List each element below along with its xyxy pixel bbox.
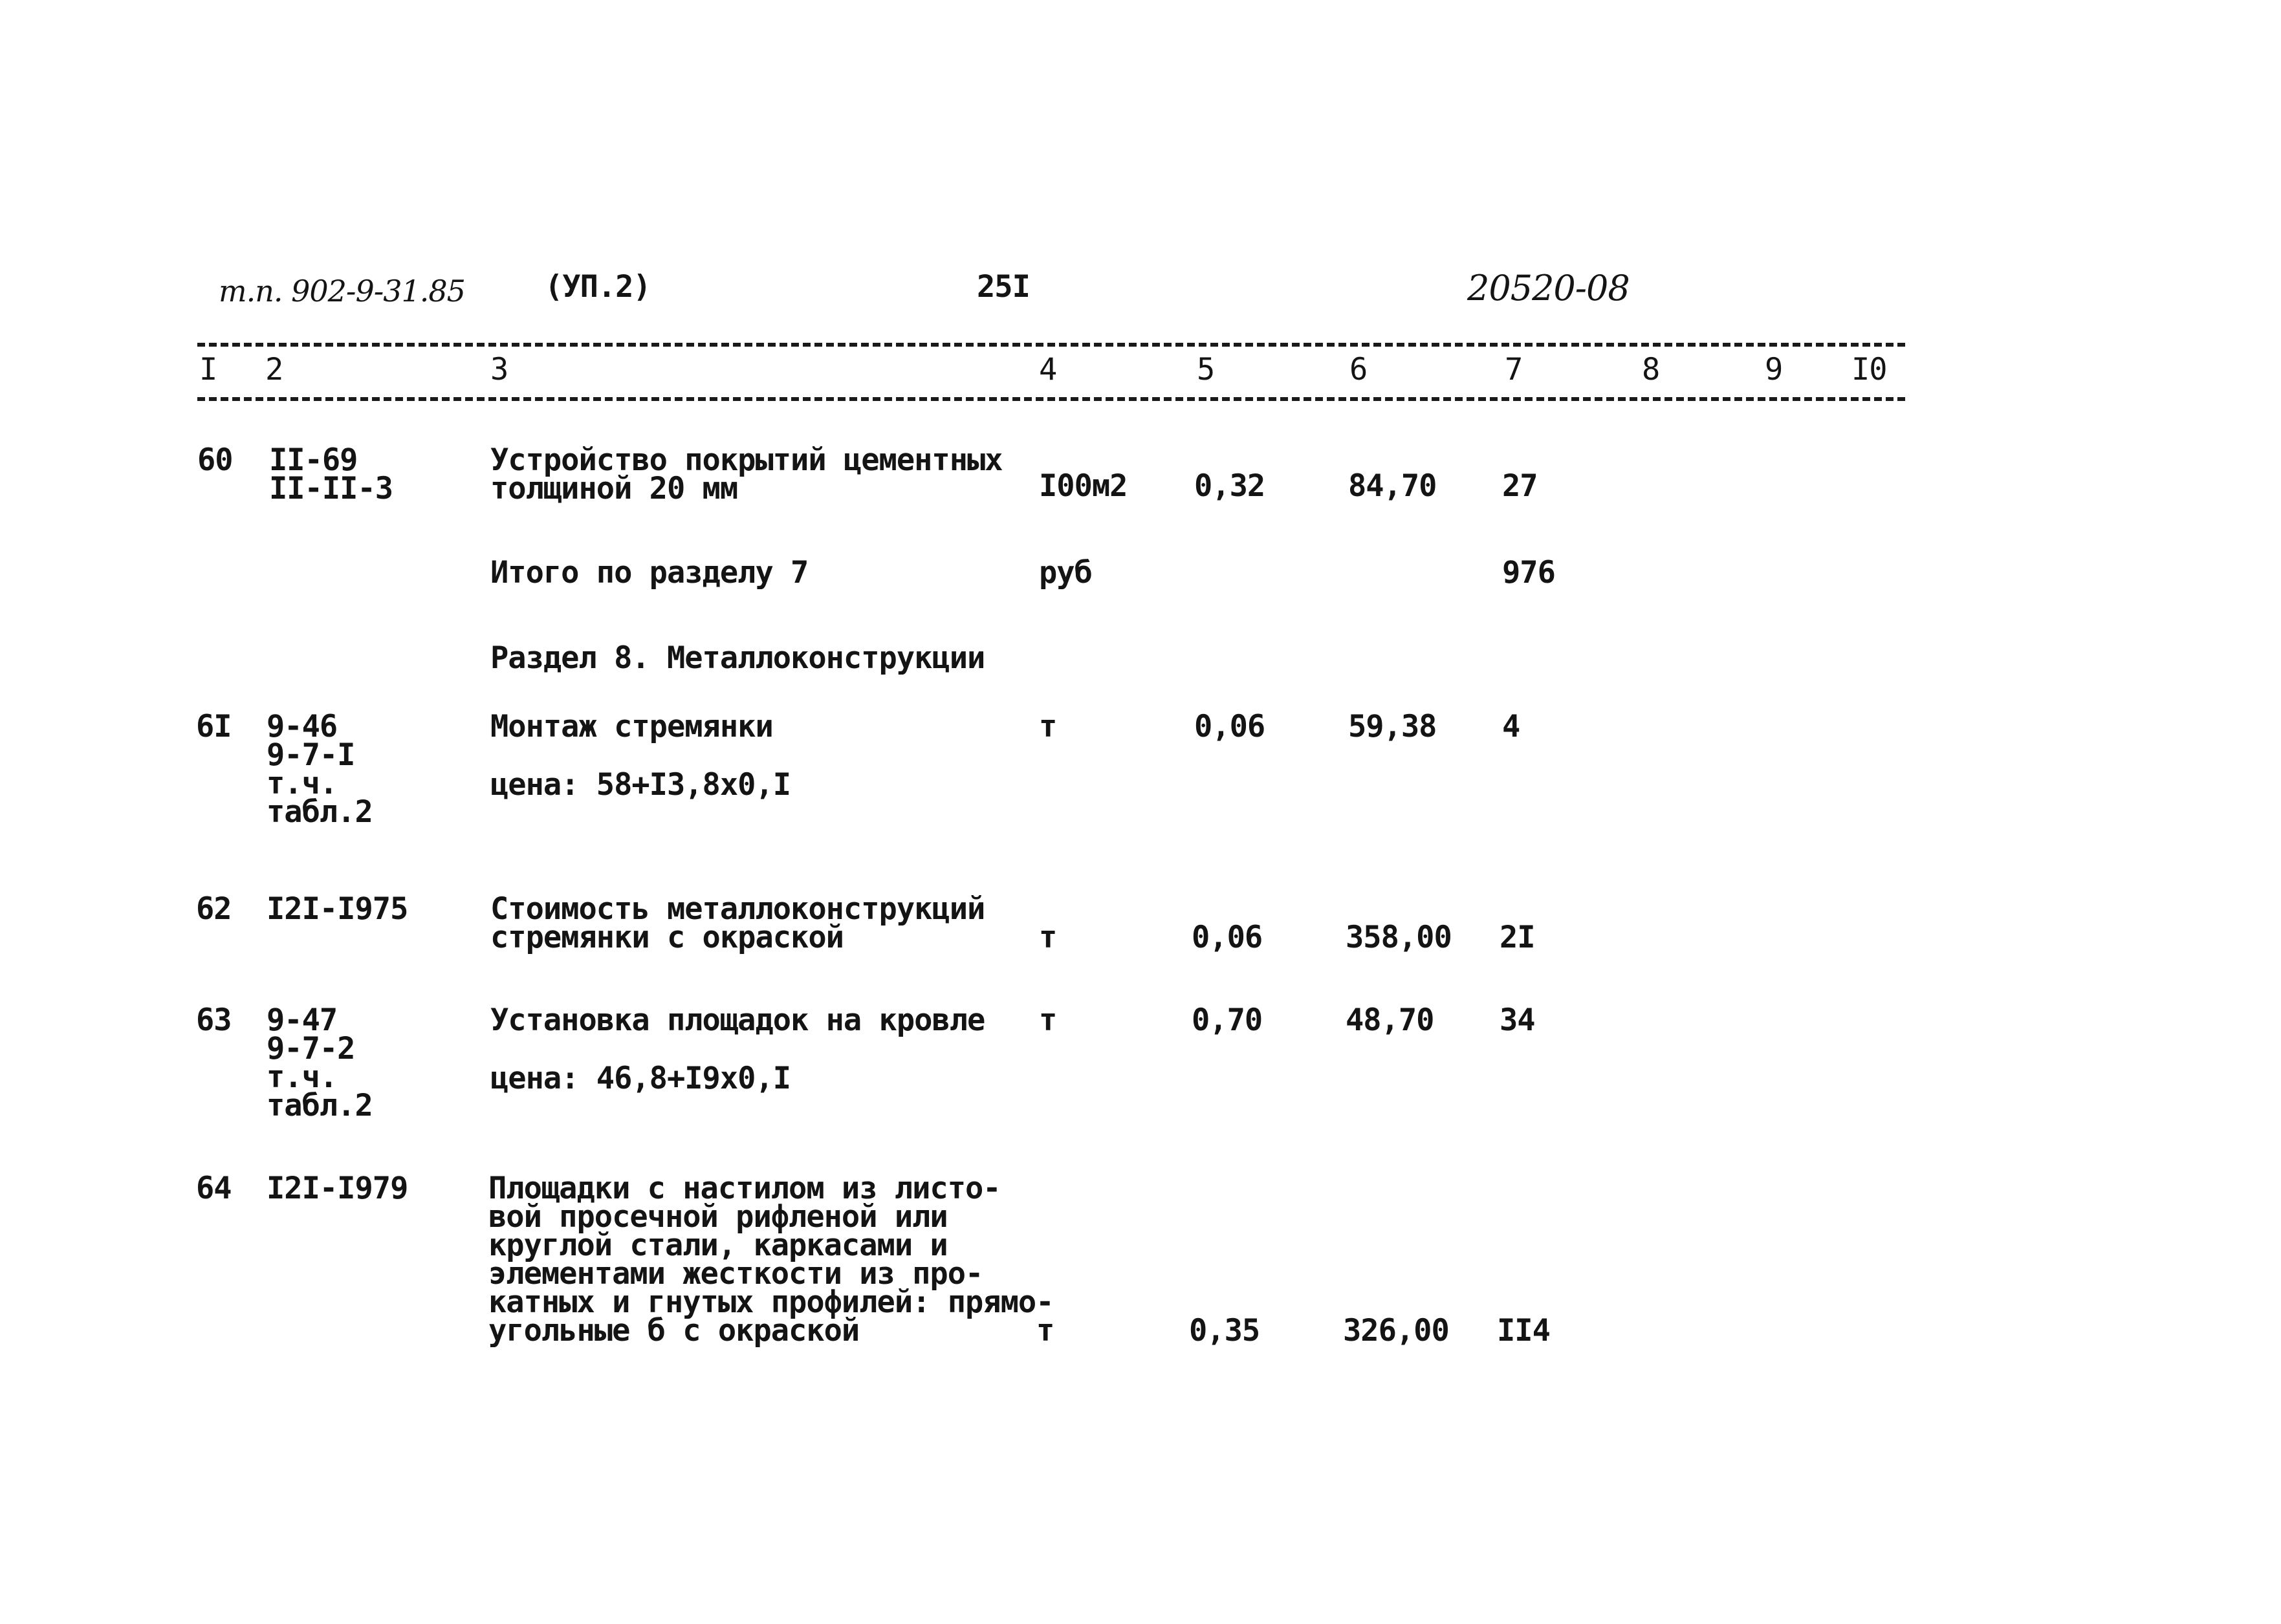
norm-code: табл.2 — [267, 794, 373, 830]
total-cost: 34 — [1500, 1002, 1535, 1038]
header-bottom-rule — [197, 397, 1905, 401]
column-header: 3 — [490, 352, 508, 387]
column-header: 6 — [1349, 352, 1368, 387]
unit: I00м2 — [1039, 468, 1128, 504]
work-description: катных и гнутых профилей: прямо- — [488, 1284, 1054, 1320]
quantity: 0,32 — [1194, 468, 1265, 504]
unit-price: 48,70 — [1346, 1002, 1434, 1038]
work-description: Монтаж стремянки — [490, 709, 773, 744]
norm-code: 9-7-2 — [267, 1031, 355, 1066]
total-cost: II4 — [1497, 1313, 1550, 1348]
norm-code: 9-47 — [267, 1002, 338, 1038]
row-number: 64 — [196, 1171, 232, 1206]
norm-code: 9-7-I — [267, 737, 355, 773]
unit: т — [1036, 1313, 1054, 1348]
norm-code: I2I-I975 — [267, 891, 408, 927]
work-description: Стоимость металлоконструкций — [490, 891, 985, 927]
quantity: 0,06 — [1194, 709, 1265, 744]
work-description: вой просечной рифленой или — [488, 1199, 948, 1235]
unit-price: 59,38 — [1348, 709, 1437, 744]
total-cost: 2I — [1500, 920, 1535, 955]
row-number: 60 — [197, 442, 233, 478]
unit-price: 84,70 — [1348, 468, 1437, 504]
archive-number: 20520-08 — [1467, 268, 1630, 309]
row-number: 63 — [196, 1002, 232, 1038]
norm-code: т.ч. — [267, 766, 338, 801]
doc-code: т.п. 902-9-31.85 — [219, 274, 465, 309]
unit: т — [1039, 709, 1057, 744]
section-heading: Раздел 8. Металлоконструкции — [490, 640, 985, 676]
unit: руб — [1039, 555, 1092, 590]
column-header: 2 — [265, 352, 283, 387]
quantity: 0,70 — [1192, 1002, 1263, 1038]
quantity: 0,06 — [1192, 920, 1263, 955]
column-header: I — [199, 352, 217, 387]
column-header: 8 — [1642, 352, 1660, 387]
norm-code: т.ч. — [267, 1059, 338, 1095]
subtotal-label: Итого по разделу 7 — [490, 555, 809, 590]
price-note: цена: 46,8+I9x0,I — [490, 1061, 791, 1096]
price-note: цена: 58+I3,8x0,I — [490, 767, 791, 803]
unit: т — [1039, 1002, 1057, 1038]
norm-code: табл.2 — [267, 1088, 373, 1123]
work-description: круглой стали, каркасами и — [488, 1228, 948, 1263]
total-cost: 4 — [1502, 709, 1520, 744]
total-cost: 27 — [1502, 468, 1538, 504]
header-top-rule — [197, 343, 1905, 347]
work-description: элементами жесткости из про- — [488, 1256, 983, 1292]
work-description: угольные б с окраской — [488, 1313, 860, 1348]
total-cost: 976 — [1502, 555, 1555, 590]
album-number: (УП.2) — [545, 269, 651, 305]
column-header: I0 — [1851, 352, 1887, 387]
norm-code: II-II-3 — [269, 471, 393, 506]
column-header: 4 — [1039, 352, 1057, 387]
page-number: 25I — [977, 269, 1030, 305]
work-description: Площадки с настилом из листо- — [488, 1171, 1001, 1206]
unit-price: 358,00 — [1346, 920, 1452, 955]
work-description: Установка площадок на кровле — [490, 1002, 985, 1038]
unit: т — [1039, 920, 1057, 955]
norm-code: 9-46 — [267, 709, 338, 744]
work-description: стремянки с окраской — [490, 920, 844, 955]
row-number: 6I — [196, 709, 232, 744]
quantity: 0,35 — [1189, 1313, 1260, 1348]
unit-price: 326,00 — [1343, 1313, 1449, 1348]
norm-code: I2I-I979 — [267, 1171, 408, 1206]
column-header: 7 — [1505, 352, 1523, 387]
work-description: толщиной 20 мм — [490, 471, 738, 506]
work-description: Устройство покрытий цементных — [490, 442, 1003, 478]
row-number: 62 — [196, 891, 232, 927]
column-header: 5 — [1197, 352, 1215, 387]
column-header: 9 — [1765, 352, 1783, 387]
norm-code: II-69 — [269, 442, 358, 478]
